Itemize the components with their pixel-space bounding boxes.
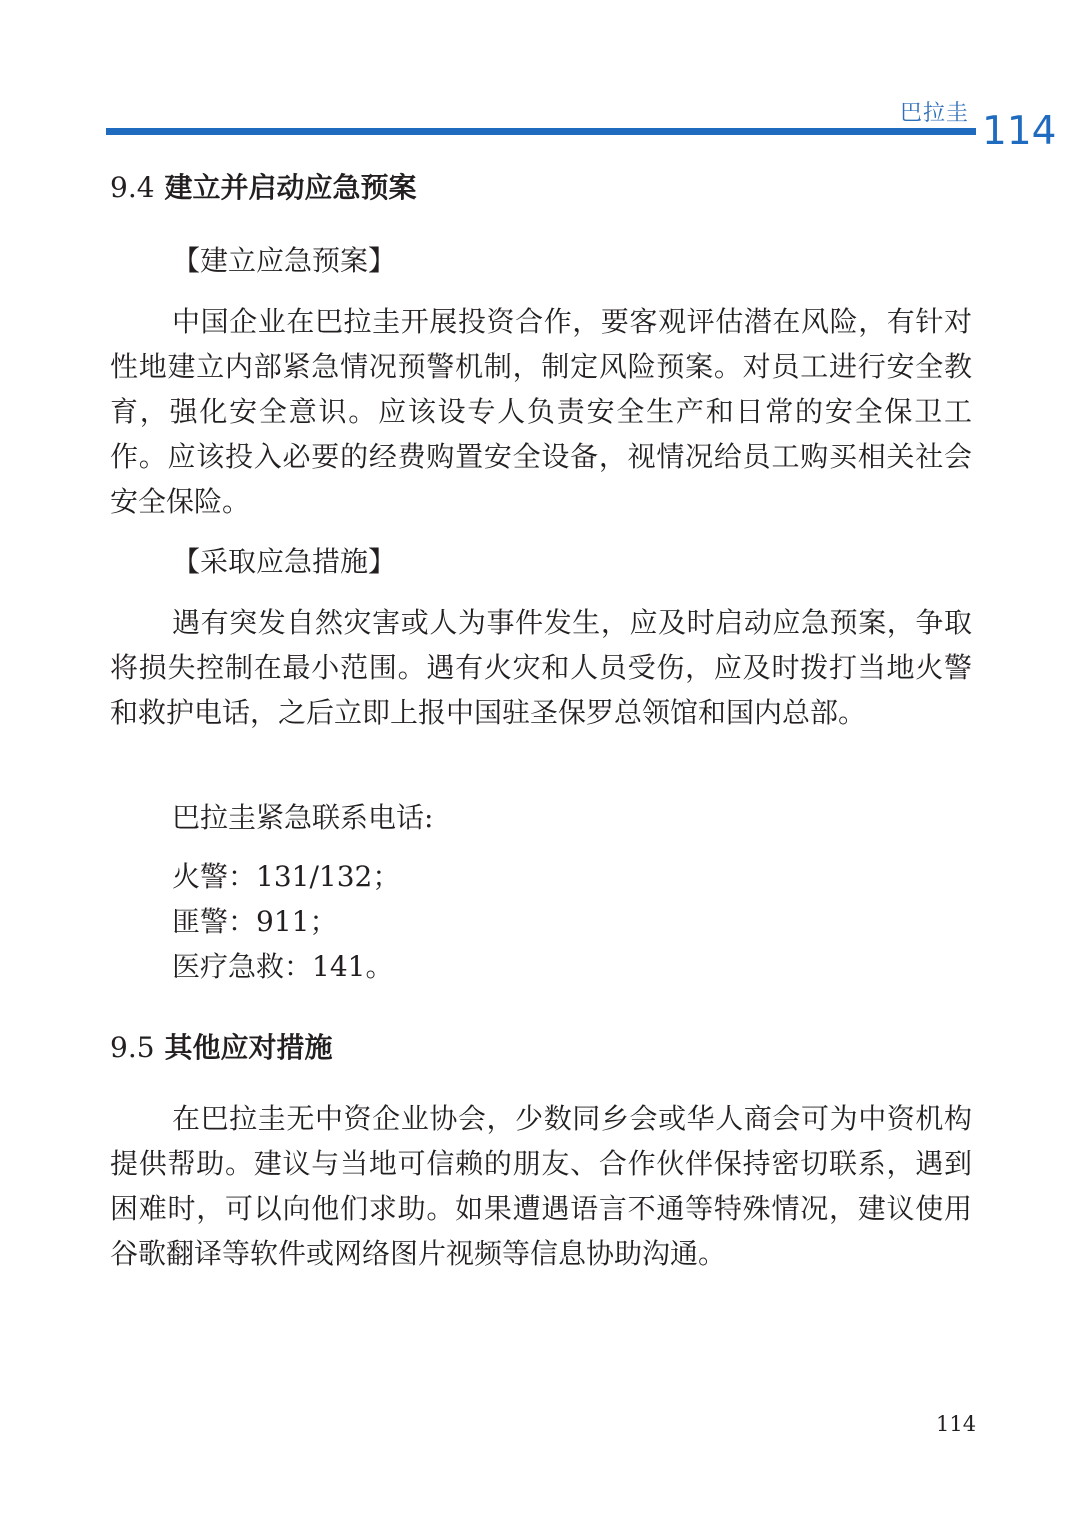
contact-fire: 火警：131/132； bbox=[172, 860, 401, 893]
section-heading-9-5 bbox=[110, 1031, 333, 1064]
contact-police: 匪警：911； bbox=[172, 905, 338, 938]
subheading-establish-plan: 【建立应急预案】 bbox=[172, 244, 397, 277]
emergency-contacts-title: 巴拉圭紧急联系电话: bbox=[172, 801, 434, 834]
section-heading-9-4 bbox=[110, 171, 417, 204]
footer-page-number: 114 bbox=[936, 1412, 977, 1436]
section-number: 9.5 bbox=[110, 1031, 155, 1064]
header-rule bbox=[106, 128, 976, 135]
section-title: 其他应对措施 bbox=[164, 1031, 333, 1064]
running-header-country: 巴拉圭 bbox=[900, 101, 970, 126]
header-page-number: 114 bbox=[982, 109, 1057, 154]
section-title: 建立并启动应急预案 bbox=[164, 171, 417, 204]
paragraph-take-measures: 遇有突发自然灾害或人为事件发生，应及时启动应急预案，争取将损失控制在最小范围。遇有火灾和人员受伤，应及时拨打当地火警和救护电话，之后立即上报中国驻圣保罗总领馆和国内总部。 bbox=[110, 606, 972, 729]
paragraph-other-measures: 在巴拉圭无中资企业协会，少数同乡会或华人商会可为中资机构提供帮助。建议与当地可信赖的朋友、合作伙伴保持密切联系，遇到困难时，可以向他们求助。如果遭遇语言不通等特殊情况，建议使用谷歌翻译等软件或网络图片视频等信息协助沟通。 bbox=[110, 1102, 972, 1270]
subheading-take-measures: 【采取应急措施】 bbox=[172, 545, 397, 578]
section-number: 9.4 bbox=[110, 171, 155, 204]
paragraph-establish-plan: 中国企业在巴拉圭开展投资合作，要客观评估潜在风险，有针对性地建立内部紧急情况预警机制，制定风险预案。对员工进行安全教育，强化安全意识。应该设专人负责安全生产和日常的安全保卫工作。应该投入必要的经费购置安全设备，视情况给员工购买相关社会安全保险。 bbox=[110, 305, 972, 518]
contact-medical: 医疗急救：141。 bbox=[172, 950, 394, 983]
